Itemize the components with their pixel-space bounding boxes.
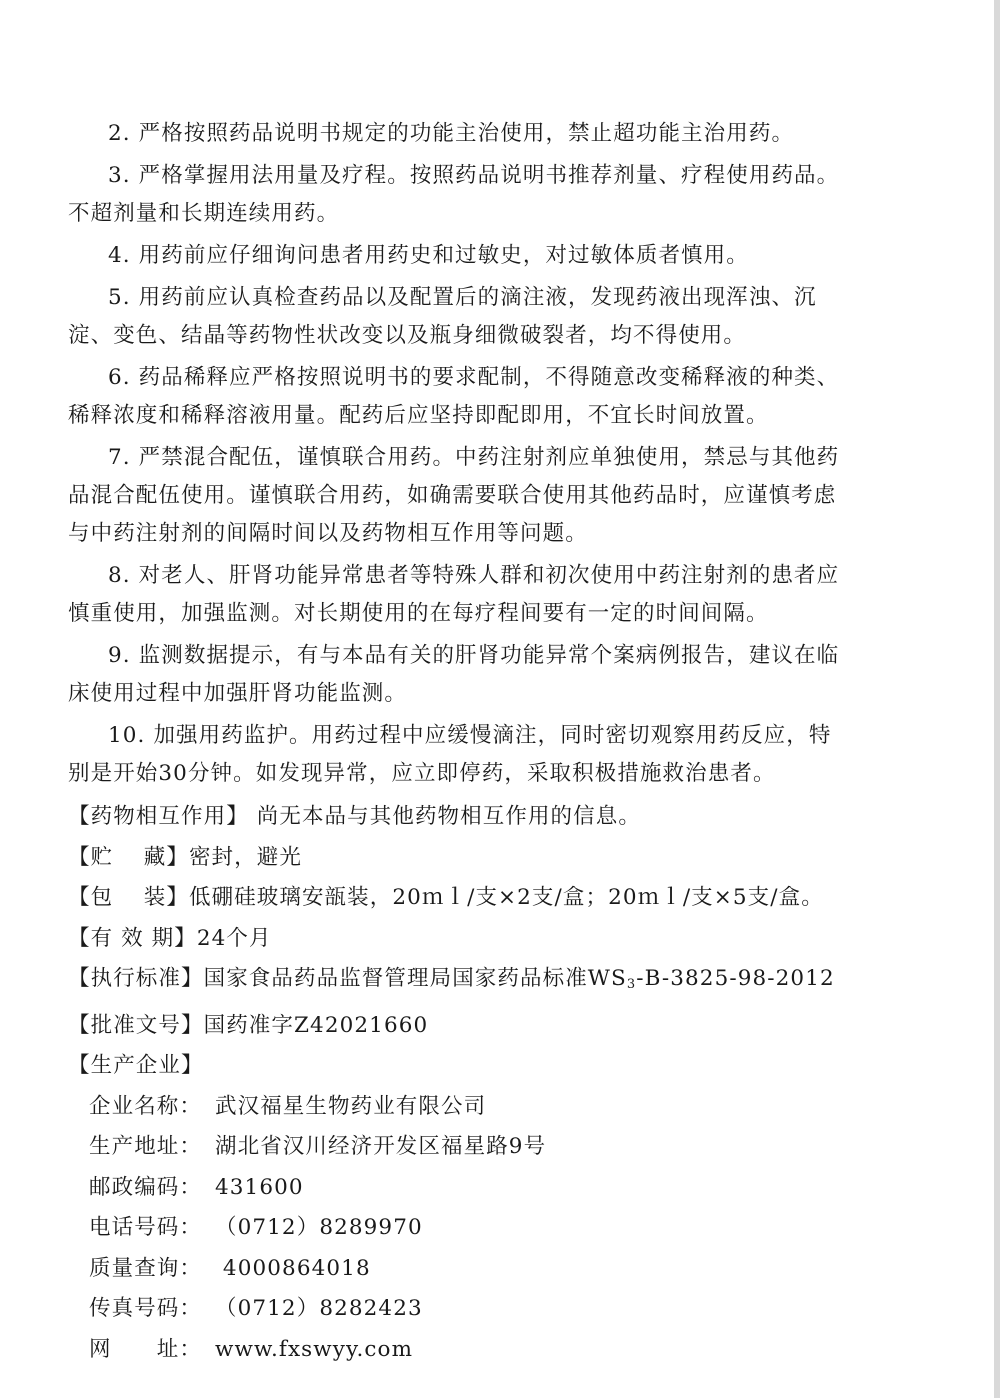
info-key: 质量查询： <box>89 1255 203 1281</box>
fax-row <box>68 1289 918 1330</box>
item-text: 严格掌握用法用量及疗程。按照药品说明书推荐剂量、疗程使用药品。 <box>138 163 840 188</box>
postal-code-row <box>68 1168 918 1209</box>
page-edge-shadow <box>994 0 1000 1398</box>
info-value: 武汉福星生物药业有限公司 <box>215 1093 487 1119</box>
info-key: 生产地址： <box>89 1134 203 1159</box>
item-line <box>68 439 918 477</box>
item-number: 10. <box>108 723 146 748</box>
field-value: -B-3825-98-2012 <box>636 966 835 991</box>
item-text: 慎重使用，加强监测。对长期使用的在每疗程间要有一定的时间间隔。 <box>68 601 769 626</box>
standard-field <box>68 959 918 1006</box>
field-value: 国家食品药品监督管理局国家药品标准WS <box>203 966 627 991</box>
field-label: 【药物相互作用】 <box>68 804 249 829</box>
precaution-item-9 <box>68 637 918 713</box>
info-key: 传真号码： <box>89 1296 203 1321</box>
field-value: 国药准字Z42021660 <box>203 1012 429 1038</box>
precaution-item-3 <box>68 157 918 233</box>
drug-interaction-field <box>68 797 918 838</box>
item-text: 对老人、肝肾功能异常患者等特殊人群和初次使用中药注射剂的患者应 <box>138 563 840 588</box>
item-number: 9. <box>108 643 131 668</box>
info-key: 邮政编码： <box>89 1174 203 1200</box>
item-line <box>68 637 918 675</box>
item-line <box>68 359 918 397</box>
item-text: 淀、变色、结晶等药物性状改变以及瓶身细微破裂者，均不得使用。 <box>68 323 747 348</box>
precaution-item-2 <box>68 115 918 153</box>
info-value: （0712）8289970 <box>215 1215 423 1240</box>
item-text: 加强用药监护。用药过程中应缓慢滴注，同时密切观察用药反应，特 <box>153 723 832 748</box>
company-address-row <box>68 1127 918 1168</box>
phone-row <box>68 1208 918 1249</box>
field-value: 24个月 <box>196 925 272 951</box>
info-value: 4000864018 <box>215 1255 371 1281</box>
info-key: 电话号码： <box>89 1215 203 1240</box>
item-line <box>68 115 918 153</box>
document-content <box>68 115 918 1370</box>
storage-field <box>68 838 918 879</box>
field-value: 密封，避光 <box>188 844 302 870</box>
item-number: 6. <box>108 365 131 390</box>
item-line <box>68 717 918 755</box>
quality-hotline-row <box>68 1249 918 1290</box>
precaution-item-4 <box>68 237 918 275</box>
manufacturer-field <box>68 1046 918 1087</box>
item-text: 监测数据提示，有与本品有关的肝肾功能异常个案病例报告，建议在临 <box>138 643 840 668</box>
item-text: 严禁混合配伍，谨慎联合用药。中药注射剂应单独使用，禁忌与其他药 <box>138 445 840 470</box>
field-label: 【贮 藏】 <box>68 844 189 870</box>
item-text: 用药前应仔细询问患者用药史和过敏史，对过敏体质者慎用。 <box>138 243 749 268</box>
item-text: 严格按照药品说明书规定的功能主治使用，禁止超功能主治用药。 <box>138 121 795 146</box>
item-text: 品混合配伍使用。谨慎联合用药，如确需要联合使用其他药品时，应谨慎考虑 <box>68 483 837 508</box>
item-text: 与中药注射剂的间隔时间以及药物相互作用等问题。 <box>68 521 588 546</box>
field-value-subscript: 3 <box>626 977 637 992</box>
item-text: 不超剂量和长期连续用药。 <box>68 201 340 226</box>
item-text: 用药前应认真检查药品以及配置后的滴注液，发现药液出现浑浊、沉 <box>138 285 817 310</box>
info-value: 湖北省汉川经济开发区福星路9号 <box>215 1134 547 1159</box>
info-value: （0712）8282423 <box>215 1296 423 1321</box>
field-value: 尚无本品与其他药物相互作用的信息。 <box>248 804 641 829</box>
company-name-row <box>68 1087 918 1128</box>
item-line <box>68 279 918 317</box>
website-link[interactable]: www.fxswyy.com <box>215 1336 414 1362</box>
precaution-item-8 <box>68 557 918 633</box>
precaution-item-6 <box>68 359 918 435</box>
validity-field <box>68 919 918 960</box>
field-value: 低硼硅玻璃安瓿装，20ｍｌ/支×2支/盒；20ｍｌ/支×5支/盒。 <box>188 885 824 910</box>
info-value: 431600 <box>215 1174 304 1200</box>
field-label: 【批准文号】 <box>68 1012 204 1038</box>
item-text: 床使用过程中加强肝肾功能监测。 <box>68 681 408 706</box>
precaution-item-5 <box>68 279 918 355</box>
item-line <box>68 237 918 275</box>
item-text: 别是开始30分钟。如发现异常，应立即停药，采取积极措施救治患者。 <box>68 761 776 786</box>
precaution-item-7 <box>68 439 918 553</box>
approval-number-field <box>68 1006 918 1047</box>
field-label: 【包 装】 <box>68 885 189 910</box>
precaution-item-10 <box>68 717 918 793</box>
item-number: 2. <box>108 121 131 146</box>
packaging-field <box>68 878 918 919</box>
field-label: 【有 效 期】 <box>68 925 197 951</box>
item-line <box>68 557 918 595</box>
item-number: 8. <box>108 563 131 588</box>
field-label: 【执行标准】 <box>68 966 204 991</box>
item-text: 药品稀释应严格按照说明书的要求配制，不得随意改变稀释液的种类、 <box>138 365 840 390</box>
item-number: 4. <box>108 243 131 268</box>
item-text: 稀释浓度和稀释溶液用量。配药后应坚持即配即用，不宜长时间放置。 <box>68 403 769 428</box>
item-number: 7. <box>108 445 131 470</box>
item-line <box>68 157 918 195</box>
item-number: 5. <box>108 285 131 310</box>
info-key: 网 址： <box>89 1336 203 1362</box>
website-row <box>68 1330 918 1371</box>
field-label: 【生产企业】 <box>68 1053 204 1078</box>
item-number: 3. <box>108 163 131 188</box>
info-key: 企业名称： <box>89 1093 203 1119</box>
